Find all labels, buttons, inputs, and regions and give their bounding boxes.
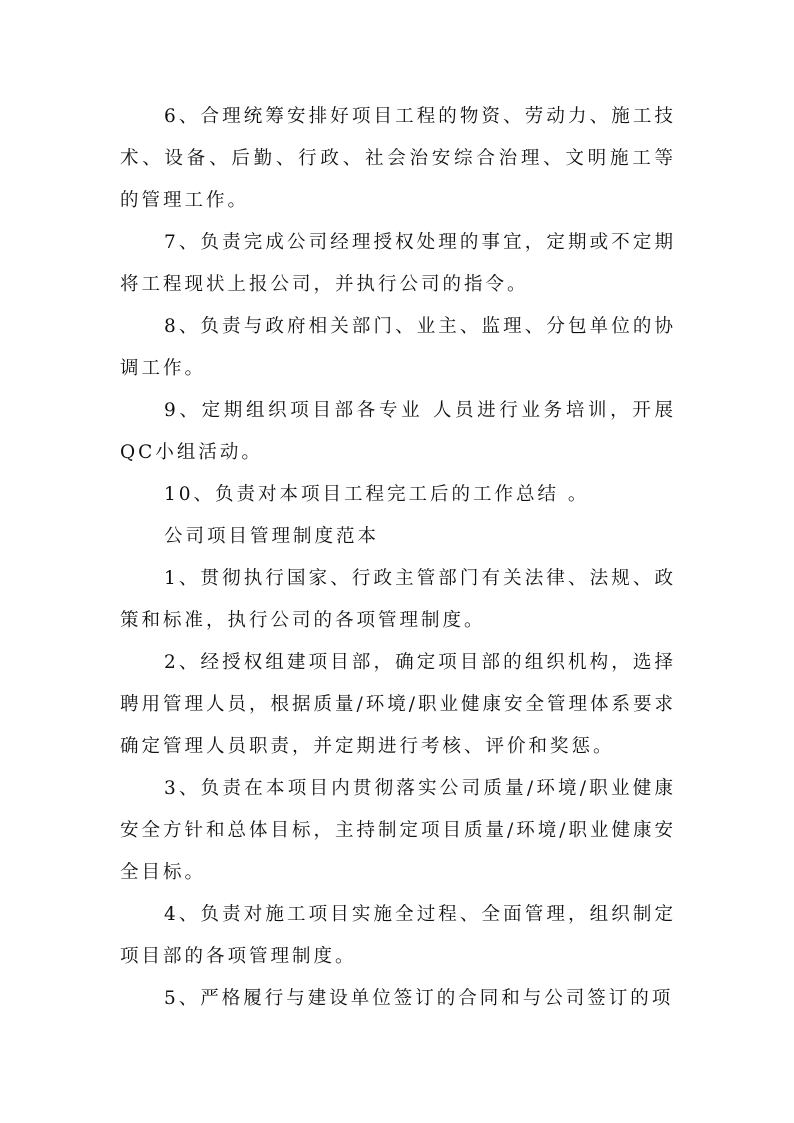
paragraph-item-7: 7、负责完成公司经理授权处理的事宜，定期或不定期将工程现状上报公司，并执行公司的指令。	[120, 232, 676, 295]
section-paragraph-5: 5、严格履行与建设单位签订的合同和与公司签订的项	[164, 988, 674, 1009]
paragraph-item-9: 9、定期组织项目部各专业 人员进行业务培训，开展QC小组活动。	[120, 400, 676, 463]
section-title: 公司项目管理制度范本	[164, 526, 380, 547]
section-paragraph-4: 4、负责对施工项目实施全过程、全面管理，组织制定项目部的各项管理制度。	[120, 904, 676, 967]
section-paragraph-1: 1、贯彻执行国家、行政主管部门有关法律、法规、政策和标准，执行公司的各项管理制度。	[120, 568, 676, 631]
paragraph-item-10: 10、负责对本项目工程完工后的工作总结 。	[164, 484, 590, 505]
section-paragraph-2: 2、经授权组建项目部，确定项目部的组织机构，选择聘用管理人员，根据质量/环境/职业健康安全管理体系要求确定管理人员职责，并定期进行考核、评价和奖惩。	[120, 652, 676, 757]
paragraph-item-8: 8、负责与政府相关部门、业主、监理、分包单位的协调工作。	[120, 316, 676, 379]
section-paragraph-3: 3、负责在本项目内贯彻落实公司质量/环境/职业健康安全方针和总体目标，主持制定项目质量/环境/职业健康安全目标。	[120, 778, 676, 883]
document-body	[120, 96, 676, 1020]
paragraph-item-6: 6、合理统筹安排好项目工程的物资、劳动力、施工技术、设备、后勤、行政、社会治安综合治理、文明施工等的管理工作。	[120, 106, 676, 211]
